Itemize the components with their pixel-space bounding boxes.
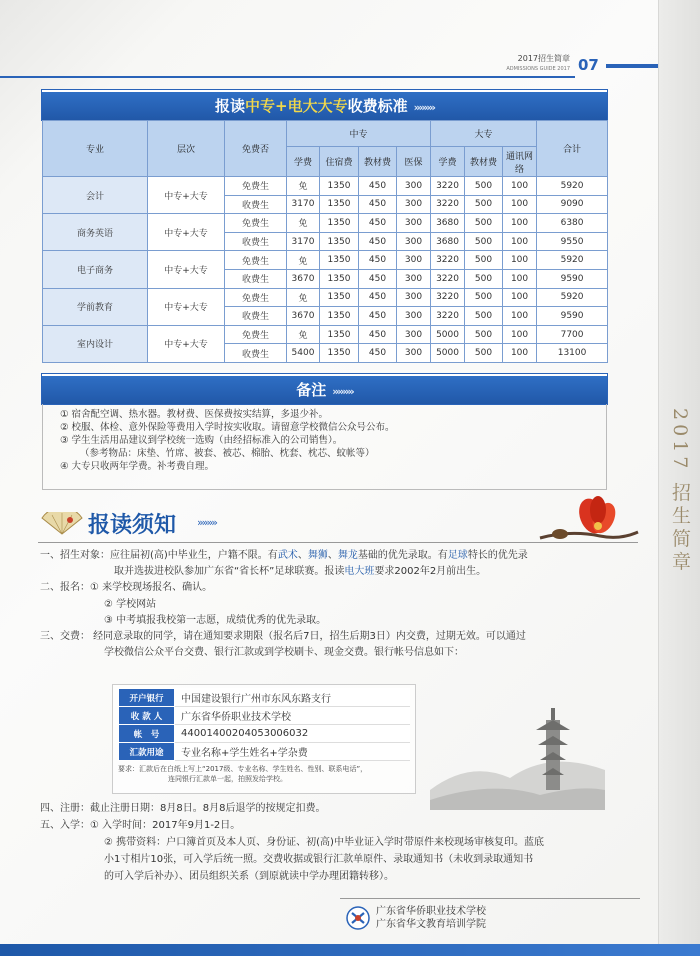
- notice-sep: 、: [297, 550, 308, 561]
- bank-value: 中国建设银行广州市东风东路支行: [175, 689, 410, 707]
- fee-cell: 3220: [431, 288, 465, 307]
- school-logo-icon: [346, 906, 370, 930]
- notice-item-2b: ② 学校网站: [104, 598, 157, 610]
- fee-major: 电子商务: [43, 251, 148, 288]
- bank-key: 汇款用途: [119, 743, 175, 761]
- fee-banner-highlight1: 中专: [244, 97, 275, 115]
- fee-cell: 450: [359, 325, 397, 344]
- footer-line: [340, 898, 640, 899]
- notice-item-5b: ② 携带资料：户口簿首页及本人页、身份证、初(高)中毕业证入学时带原件来校现场审核复印。蓝底: [104, 837, 544, 848]
- fee-cell: 3220: [431, 177, 465, 196]
- notice-item-1-line2: [40, 564, 638, 580]
- fee-cell: 100: [503, 177, 537, 196]
- fee-cell: 450: [359, 195, 397, 214]
- fee-cell: 100: [503, 195, 537, 214]
- fee-cell: 500: [465, 214, 503, 233]
- fee-cell: 13100: [537, 344, 608, 363]
- fee-cell: 1350: [320, 214, 359, 233]
- remark-item: （参考物品：床垫、竹席、被套、被芯、棉胎、枕套、枕芯、蚊帐等）: [80, 448, 375, 459]
- bank-table: [118, 688, 410, 761]
- fee-cell: 1350: [320, 232, 359, 251]
- fee-cell: 1350: [320, 288, 359, 307]
- fee-cell: 500: [465, 195, 503, 214]
- bank-value: 广东省华侨职业技术学校: [175, 707, 410, 725]
- fee-cell: 5920: [537, 251, 608, 270]
- fee-cell: 1350: [320, 307, 359, 326]
- fee-cell: 500: [465, 269, 503, 288]
- fee-cell: 100: [503, 325, 537, 344]
- fee-cell: 9090: [537, 195, 608, 214]
- footer-text: [376, 905, 486, 931]
- fee-cell: 9550: [537, 232, 608, 251]
- fee-type: 收费生: [225, 307, 287, 326]
- fee-cell: 9590: [537, 307, 608, 326]
- fee-major: 商务英语: [43, 214, 148, 251]
- fee-banner-arrows-icon: »»»»: [413, 101, 435, 114]
- fee-banner-highlight2: 电大大专: [287, 97, 348, 115]
- fee-cell: 1350: [320, 251, 359, 270]
- page-number: 07: [578, 56, 599, 74]
- highlight-wushu: 武术: [277, 550, 298, 561]
- subheader-insurance: 医保: [397, 147, 431, 177]
- notice-item-5d: 的可入学后补办）、团员组织关系（到原就读中学办理团籍转移）。: [104, 871, 394, 882]
- notice-item-2c: ③ 中考填报我校第一志愿，成绩优秀的优先录取。: [104, 614, 327, 626]
- remark-item: ④ 大专只收两年学费。补考费自理。: [60, 461, 215, 472]
- bank-value: 专业名称+学生姓名+学杂费: [175, 743, 410, 761]
- highlight-wushi: 舞狮: [307, 550, 328, 561]
- fee-cell: 300: [397, 269, 431, 288]
- fee-type: 免费生: [225, 288, 287, 307]
- fee-major: 学前教育: [43, 288, 148, 325]
- notice-item-1: [40, 548, 638, 564]
- kapok-flower-icon: [530, 490, 640, 550]
- fee-cell: 7700: [537, 325, 608, 344]
- fee-cell: 450: [359, 269, 397, 288]
- highlight-wulong: 舞龙: [337, 550, 358, 561]
- fee-cell: 100: [503, 288, 537, 307]
- fee-row: [43, 214, 608, 233]
- fee-type: 免费生: [225, 177, 287, 196]
- fee-cell: 100: [503, 344, 537, 363]
- fee-table: [42, 120, 608, 363]
- fee-banner-plus: +: [274, 97, 288, 115]
- fee-cell: 3670: [287, 269, 320, 288]
- fee-level: 中专+大专: [148, 325, 225, 362]
- fee-type: 收费生: [225, 232, 287, 251]
- bank-key: 开户银行: [119, 689, 175, 707]
- fee-cell: 免: [287, 251, 320, 270]
- footer-bar: [0, 944, 700, 956]
- fee-cell: 9590: [537, 269, 608, 288]
- remarks-banner-title: 备注: [296, 381, 327, 399]
- fee-cell: 5920: [537, 177, 608, 196]
- guide-title: [470, 54, 570, 74]
- notice-item-5c: 小1寸相片10张，可入学后统一照。交费收据或银行汇款单原件、录取通知书（未收到录取通知书: [104, 854, 534, 865]
- fee-cell: 3170: [287, 232, 320, 251]
- fee-row: [43, 325, 608, 344]
- notice-item-3a: 三、交费： 经同意录取的同学，请在通知要求期限（报名后7日，招生后期3日）内交费，过期无效。可以通过: [40, 631, 526, 643]
- fee-cell: 500: [465, 307, 503, 326]
- fee-cell: 500: [465, 288, 503, 307]
- bank-value: 44001400204053006032: [175, 725, 410, 743]
- subheader-network: 通讯网络: [503, 147, 537, 177]
- fan-icon: [40, 512, 84, 536]
- fee-cell: 450: [359, 307, 397, 326]
- bank-row: [119, 725, 410, 743]
- fee-cell: 500: [465, 232, 503, 251]
- subheader-tuition: 学费: [287, 147, 320, 177]
- notice-item-5a: 五、入学：① 入学时间：2017年9月1-2日。: [40, 820, 241, 831]
- side-title: 2017 招生简章: [669, 408, 691, 575]
- guide-subtitle: ADMISSIONS GUIDE 2017: [506, 66, 570, 72]
- fee-cell: 100: [503, 307, 537, 326]
- fee-cell: 450: [359, 214, 397, 233]
- fee-major: 会计: [43, 177, 148, 214]
- header-zhongzhuan: 中专: [287, 121, 431, 147]
- fee-level: 中专+大专: [148, 251, 225, 288]
- fee-row: [43, 288, 608, 307]
- subheader-dz-books: 教材费: [465, 147, 503, 177]
- fee-cell: 100: [503, 232, 537, 251]
- header-dazhuan: 大专: [431, 121, 537, 147]
- fee-cell: 1350: [320, 195, 359, 214]
- fee-cell: 450: [359, 344, 397, 363]
- fee-cell: 500: [465, 344, 503, 363]
- fee-row: [43, 177, 608, 196]
- fee-cell: 1350: [320, 269, 359, 288]
- fee-cell: 300: [397, 344, 431, 363]
- fee-major: 室内设计: [43, 325, 148, 362]
- fee-cell: 300: [397, 177, 431, 196]
- guide-title-text: 2017招生简章: [517, 54, 570, 63]
- bank-row: [119, 689, 410, 707]
- fee-cell: 3220: [431, 307, 465, 326]
- highlight-zuqiu: 足球: [447, 550, 468, 561]
- fee-type: 收费生: [225, 269, 287, 288]
- fee-cell: 3220: [431, 269, 465, 288]
- fee-cell: 100: [503, 269, 537, 288]
- subheader-lodging: 住宿费: [320, 147, 359, 177]
- fee-cell: 3220: [431, 251, 465, 270]
- remark-item: ③ 学生生活用品建议到学校统一选购（由经招标准入的公司销售）。: [60, 435, 343, 446]
- bank-note: [118, 764, 410, 784]
- fee-cell: 3680: [431, 214, 465, 233]
- bank-key: 帐 号: [119, 725, 175, 743]
- fee-cell: 5000: [431, 344, 465, 363]
- fee-cell: 1350: [320, 344, 359, 363]
- remarks-banner: [42, 374, 607, 404]
- notice-arrows-icon: »»»»: [197, 516, 216, 529]
- fee-row: [43, 251, 608, 270]
- fee-cell: 300: [397, 307, 431, 326]
- fee-banner-suffix: 收费标准: [347, 97, 408, 115]
- fee-type: 免费生: [225, 214, 287, 233]
- notice-title: 报读须知: [88, 512, 177, 538]
- fee-cell: 100: [503, 214, 537, 233]
- fee-cell: 免: [287, 325, 320, 344]
- header-accent-bar: [606, 64, 658, 68]
- fee-cell: 450: [359, 232, 397, 251]
- notice-body: [40, 548, 638, 661]
- remark-item: ① 宿舍配空调、热水器。教材费、医保费按实结算，多退少补。: [60, 409, 329, 420]
- notice-body-2: [40, 800, 638, 885]
- bank-note-line2: 连同银行汇款单一起，拍照发给学校。: [168, 775, 287, 783]
- subheader-dz-tuition: 学费: [431, 147, 465, 177]
- notice-sep: 、: [327, 550, 338, 561]
- fee-banner-prefix: 报读: [214, 97, 245, 115]
- notice-item-3b: 学校微信公众平台交费、银行汇款或到学校刷卡、现金交费。银行帐号信息如下：: [104, 647, 464, 659]
- bank-note-line1: 要求：汇款后在白纸上写上“2017级、专业名称、学生姓名、性别、联系电话”，: [118, 765, 368, 773]
- notice-item-1b: 基础的优先录取。有: [357, 550, 448, 561]
- bank-key: 收 款 人: [119, 707, 175, 725]
- fee-level: 中专+大专: [148, 214, 225, 251]
- notice-item-1c: 特长的优先录: [467, 550, 528, 561]
- bank-row: [119, 743, 410, 761]
- fee-cell: 5000: [431, 325, 465, 344]
- header-line: [0, 76, 575, 78]
- notice-item-1-line2b: 要求2002年2月前出生。: [374, 566, 487, 578]
- remarks-list: [60, 408, 605, 473]
- notice-item-4: 四、注册：截止注册日期：8月8日。8月8后退学的按规定扣费。: [40, 803, 326, 814]
- fee-cell: 3670: [287, 307, 320, 326]
- header-exempt: 免费否: [225, 121, 287, 177]
- fee-cell: 3170: [287, 195, 320, 214]
- fee-type: 收费生: [225, 195, 287, 214]
- fee-cell: 5400: [287, 344, 320, 363]
- remark-item: ② 校服、体检、意外保险等费用入学时按实收取。请留意学校微信公众号公布。: [60, 422, 395, 433]
- fee-cell: 450: [359, 288, 397, 307]
- notice-item-2a: 二、报名：① 来学校现场报名、确认。: [40, 582, 213, 594]
- fee-cell: 1350: [320, 325, 359, 344]
- highlight-dianda: 电大班: [344, 566, 375, 578]
- fee-cell: 1350: [320, 177, 359, 196]
- header-total: 合计: [537, 121, 608, 177]
- fee-cell: 免: [287, 288, 320, 307]
- header-level: 层次: [148, 121, 225, 177]
- remarks-banner-arrows-icon: »»»»: [332, 385, 353, 398]
- subheader-books: 教材费: [359, 147, 397, 177]
- fee-cell: 500: [465, 325, 503, 344]
- fee-cell: 5920: [537, 288, 608, 307]
- fee-cell: 300: [397, 195, 431, 214]
- fee-level: 中专+大专: [148, 177, 225, 214]
- bank-row: [119, 707, 410, 725]
- fee-type: 免费生: [225, 251, 287, 270]
- footer-school-2: 广东省华文教育培训学院: [376, 919, 486, 930]
- fee-cell: 3220: [431, 195, 465, 214]
- header-major: 专业: [43, 121, 148, 177]
- fee-cell: 300: [397, 288, 431, 307]
- footer-school-1: 广东省华侨职业技术学校: [376, 906, 486, 917]
- fee-cell: 300: [397, 232, 431, 251]
- fee-cell: 500: [465, 251, 503, 270]
- fee-level: 中专+大专: [148, 288, 225, 325]
- pagoda-landscape-icon: [430, 690, 605, 810]
- fee-cell: 3680: [431, 232, 465, 251]
- notice-item-1a: 一、招生对象：应往届初(高)中毕业生，户籍不限。有: [40, 550, 278, 561]
- fee-cell: 500: [465, 177, 503, 196]
- fee-cell: 100: [503, 251, 537, 270]
- fee-type: 收费生: [225, 344, 287, 363]
- fee-cell: 免: [287, 177, 320, 196]
- fee-type: 免费生: [225, 325, 287, 344]
- fee-cell: 450: [359, 251, 397, 270]
- fee-cell: 6380: [537, 214, 608, 233]
- fee-banner: [42, 90, 607, 120]
- fee-cell: 450: [359, 177, 397, 196]
- fee-cell: 300: [397, 214, 431, 233]
- fee-cell: 300: [397, 325, 431, 344]
- fee-cell: 免: [287, 214, 320, 233]
- notice-item-1-line2a: 取并选拔进校队参加广东省“省长杯”足球联赛。报读: [114, 566, 345, 578]
- fee-cell: 300: [397, 251, 431, 270]
